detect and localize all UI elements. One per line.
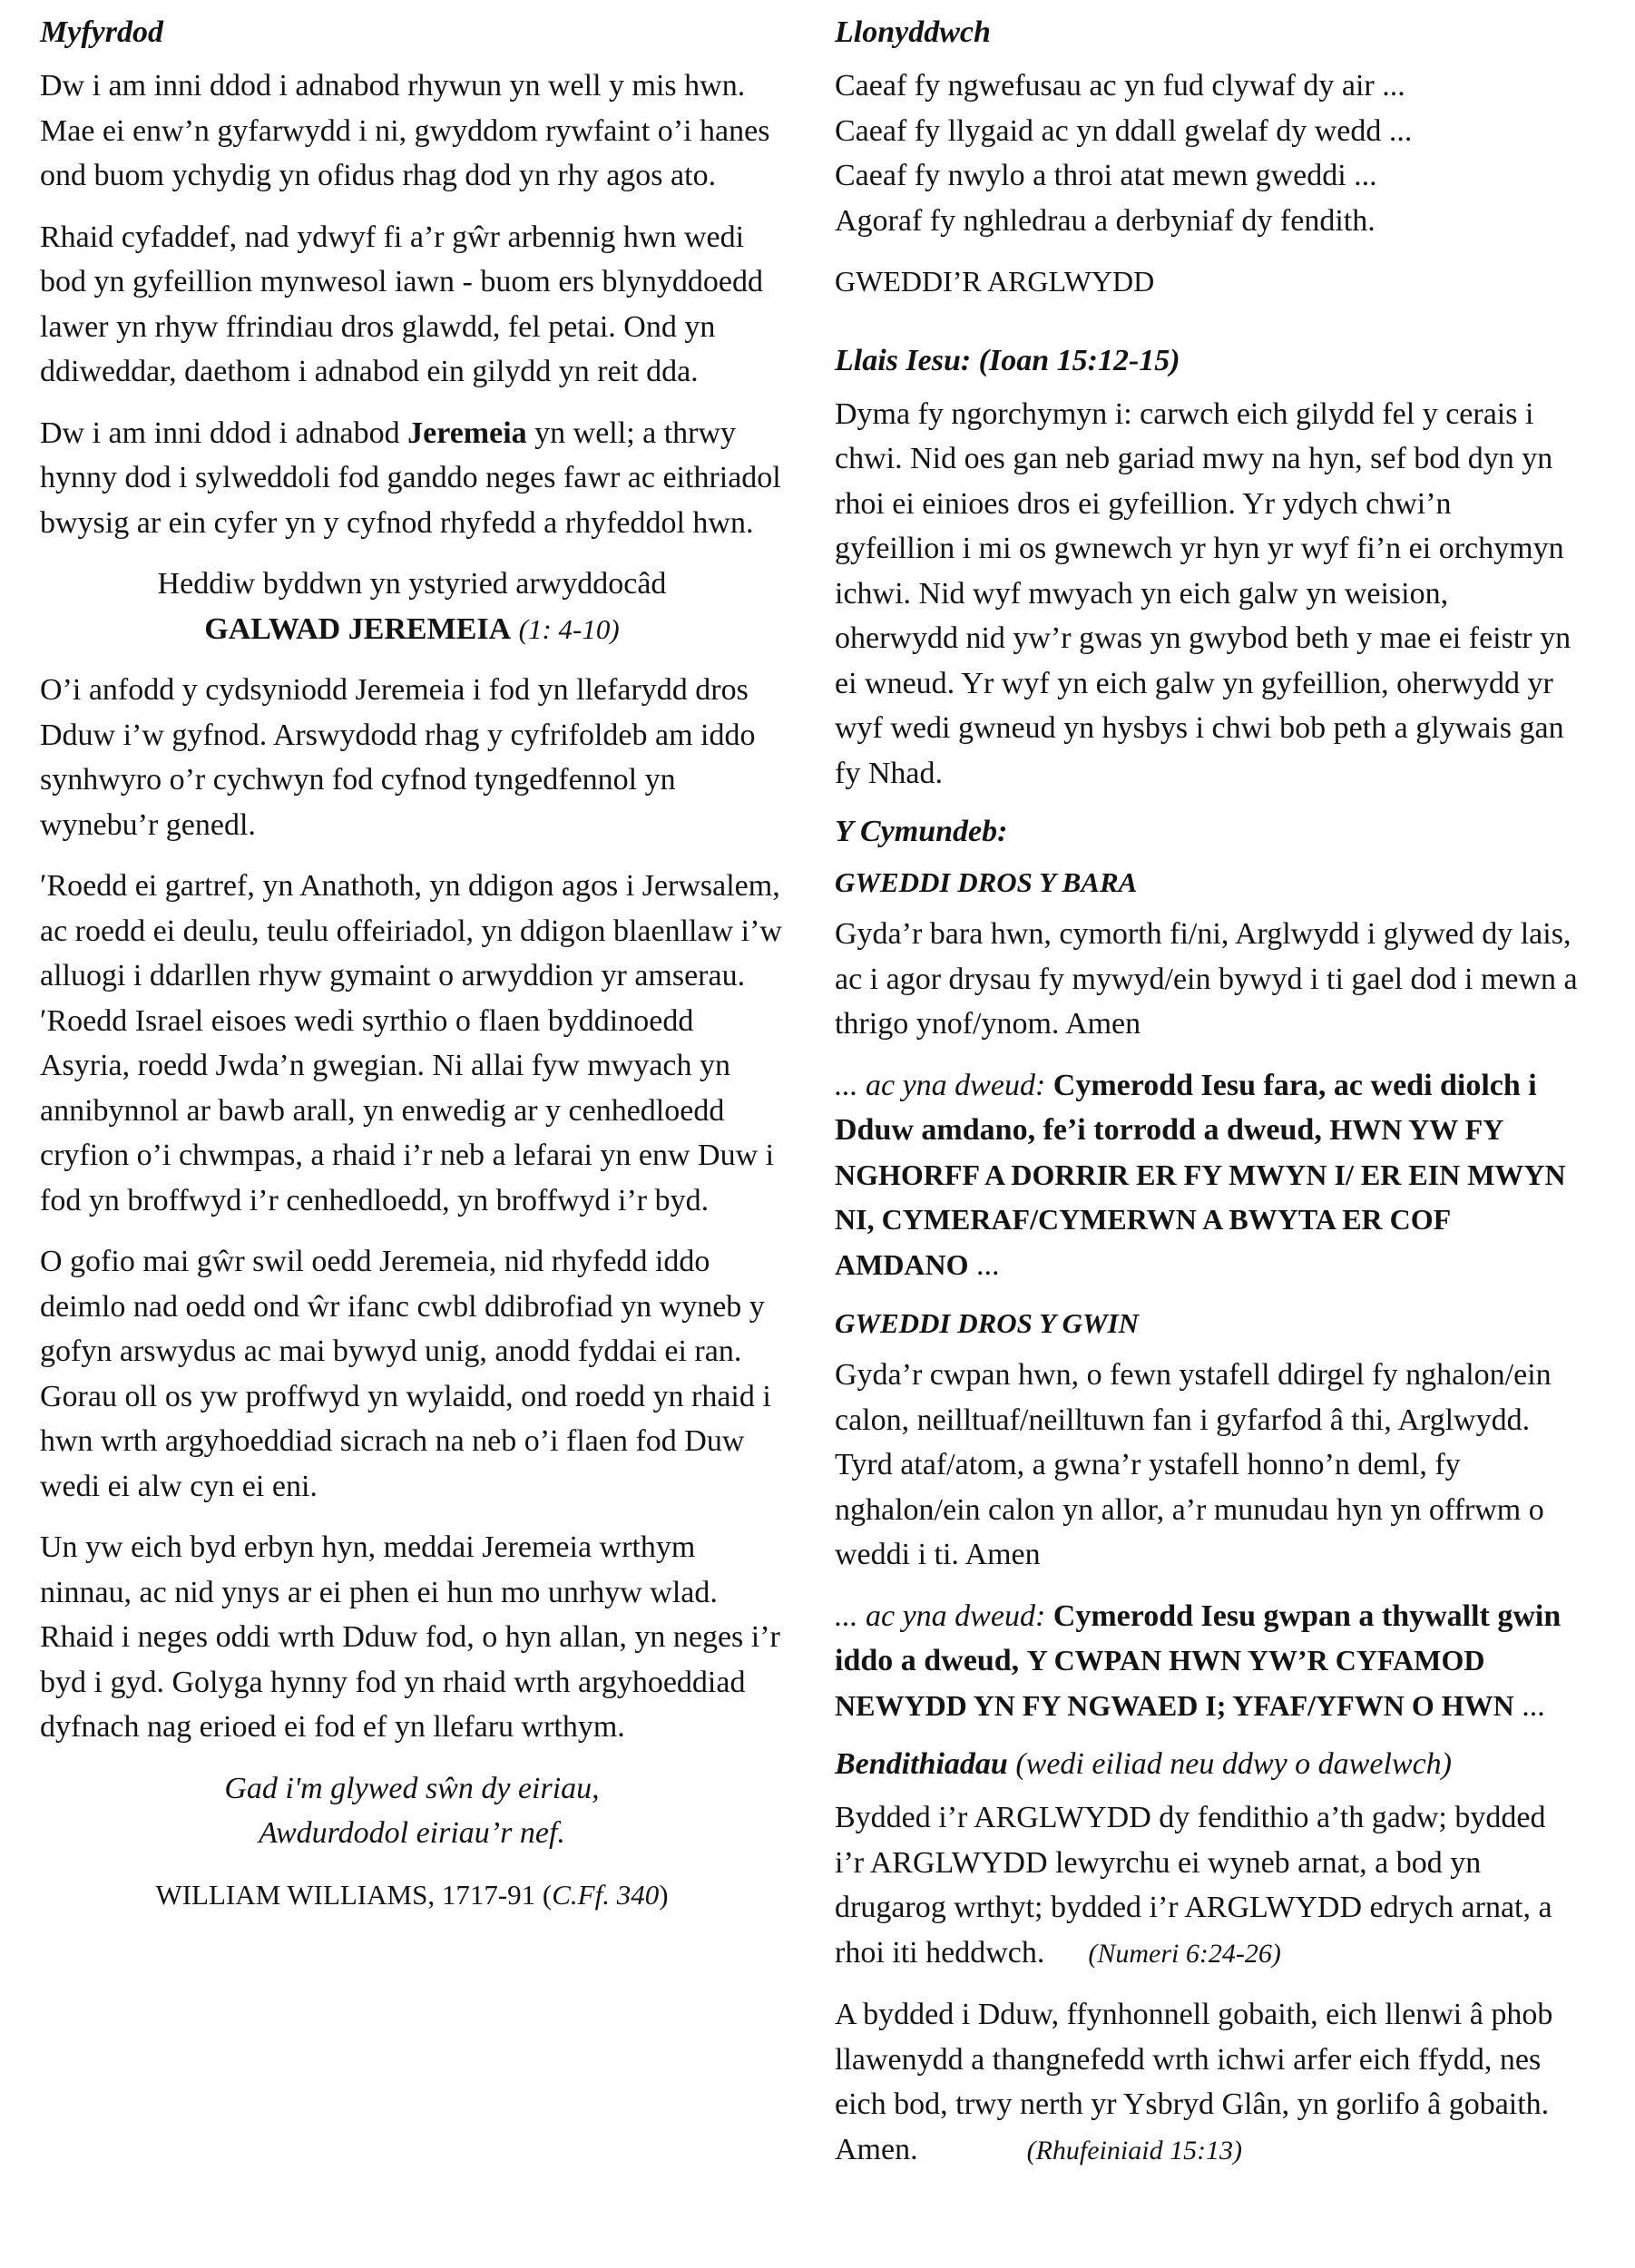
bread-ellipsis: ... (968, 1247, 1000, 1282)
bread-bold: Cymerodd Iesu fara, ac wedi diolch i Dduw amdano, fe’i torrodd a dweud, (835, 1068, 1537, 1147)
paragraph-7: Un yw eich byd erbyn hyn, meddai Jeremeia wrthym ninnau, ac nid ynys ar ei phen ei hun mo unrhyw wlad. Rhaid i neges oddi wrth Dduw fod, o hyn allan, yn neges i’r byd i gyd. Golyga hynny fod yn rhaid wrth argyhoeddiad dyfnach nag erioed ei fod ef yn llefaru wrthym. (40, 1530, 780, 1744)
subheading-gwin: GWEDDI DROS Y GWIN (835, 1307, 1140, 1339)
center-line-1: Heddiw byddwn yn ystyried arwyddocâd (157, 567, 667, 601)
bread-intro: ... ac yna dweud: (835, 1068, 1053, 1102)
paragraph-1: Dw i am inni ddod i adnabod rhywun yn well y mis hwn. Mae ei enw’n gyfarwydd i ni, gwyddom rywfaint o’i hanes ond buom ychydig yn ofidus rhag dod yn rhy agos ato. (40, 69, 770, 192)
wine-caps: Y CWPAN HWN YW’R CYFAMOD NEWYDD YN FY NGWAED I; YFAF/YFWN O HWN (835, 1644, 1514, 1722)
bendithiadau-note: (wedi eiliad neu ddwy o dawelwch) (1015, 1747, 1452, 1781)
stillness-line-3: Caeaf fy nwylo a throi atat mewn gweddi ... (835, 159, 1377, 192)
paragraph-gwin: Gyda’r cwpan hwn, o fewn ystafell ddirgel fy nghalon/ein calon, neilltuaf/neilltuwn fan i gyfarfod â thi, Arglwydd. Tyrd ataf/atom, a gwna’r ystafell honno’n deml, fy nghalon/ein calon yn allor, a’r munudau hyn yn offrwm o weddi i ti. Amen (835, 1358, 1552, 1571)
hymn-author: WILLIAM WILLIAMS, 1717-91 ( (155, 1878, 553, 1911)
hymn-line-1: Gad i'm glywed sŵn dy eiriau, (224, 1771, 600, 1805)
heading-llonyddwch: Llonyddwch (835, 15, 991, 49)
bread-words (835, 1063, 1579, 1288)
hymn-author-line (40, 1872, 784, 1918)
center-title-line (40, 607, 784, 652)
name-jeremeia: Jeremeia (407, 415, 527, 450)
center-heading (40, 562, 784, 651)
paragraph-3-a: Dw i am inni ddod i adnabod (40, 415, 408, 450)
stillness-line-2: Caeaf fy llygaid ac yn ddall gwelaf dy wedd ... (835, 113, 1413, 148)
paragraph-5: ʹRoedd ei gartref, yn Anathoth, yn ddigon agos i Jerwsalem, ac roedd ei deulu, teulu offeiriadol, yn ddigon blaenllaw i’w alluogi i ddarllen rhyw gymaint o arwyddion yr amserau. ʹRoedd Israel eisoes wedi syrthio o flaen byddinoedd Asyria, roedd Jwda’n gwegian. Ni allai fyw mwyach yn annibynnol ar bawb arall, yn enwedig ar y cenhedloedd cryfion o’i chwmpas, a rhaid i’r neb a lefarai yn enw Duw i fod yn broffwyd i’r cenhedloedd, yn broffwyd i’r byd. (40, 869, 782, 1217)
wine-words (835, 1594, 1579, 1729)
stillness-line-4: Agoraf fy nghledrau a derbyniaf dy fendith. (835, 203, 1376, 238)
hymn-line-2: Awdurdodol eiriau’r nef. (259, 1816, 565, 1850)
stillness-line-1: Caeaf fy ngwefusau ac yn fud clywaf dy air ... (835, 69, 1405, 103)
wine-intro: ... ac yna dweud: (835, 1598, 1053, 1633)
heading-myfyrdod: Myfyrdod (40, 15, 163, 49)
blessing-2 (835, 1992, 1579, 2173)
bread-caps: HWN YW FY NGHORFF A DORRIR ER FY MWYN I/ ER EIN MWYN NI, CYMERAF/CYMERWN A BWYTA ER COF AMDANO (835, 1113, 1566, 1281)
blessing-2-ref: (Rhufeiniaid 15:13) (1026, 2135, 1243, 2165)
hymn-quote (40, 1766, 784, 1918)
center-title: GALWAD JEREMEIA (204, 611, 512, 646)
blessing-1-ref: (Numeri 6:24-26) (1088, 1938, 1281, 1969)
wine-bold: Cymerodd Iesu gwpan a thywallt gwin iddo a dweud, (835, 1598, 1562, 1677)
paragraph-iesu: Dyma fy ngorchymyn i: carwch eich gilydd fel y cerais i chwi. Nid oes gan neb gariad mwy na hyn, sef bod dyn yn rhoi ei einioes dros ei gyfeillion. Yr ydych chwi’n gyfeillion i mi os gwnewch yr hyn yr wyf fi’n ei orchymyn ichwi. Nid wyf mwyach yn eich galw yn weision, oherwydd nid yw’r gwas yn gwybod beth y mae ei feistr yn ei wneud. Yr wyf yn eich galw yn gyfeillion, oherwydd yr wyf wedi gwneud yn hysbys i chwi bob peth a glywais gan fy Nhad. (835, 396, 1571, 790)
left-column (40, 13, 784, 1933)
paragraph-3-b: yn well; a thrwy hynny dod i sylweddoli fod ganddo neges fawr ac eithriadol bwysig ar ein cyfer yn y cyfnod rhyfedd a rhyfeddol hwn. (40, 415, 781, 540)
blessing-2-text: A bydded i Dduw, ffynhonnell gobaith, eich llenwi â phob llawenydd a thangnefedd wrth ichwi arfer eich ffydd, nes eich bod, trwy nerth yr Ysbryd Glân, yn gorlifo â gobaith. Amen. (835, 1998, 1553, 2166)
blessing-1-text: Bydded i’r ARGLWYDD dy fendithio a’th gadw; bydded i’r ARGLWYDD lewyrchu ei wyneb arnat, a bod yn drugarog wrthyt; bydded i’r ARGLWYDD edrych arnat, a rhoi iti heddwch. (835, 1801, 1552, 1970)
center-ref: (1: 4-10) (518, 612, 620, 645)
heading-llais-iesu: Llais Iesu: (Ioan 15:12-15) (835, 343, 1180, 377)
lords-prayer: GWEDDI’R ARGLWYDD (835, 265, 1155, 298)
hymn-close: ) (659, 1878, 669, 1911)
paragraph-4: O’i anfodd y cydsyniodd Jeremeia i fod yn llefarydd dros Dduw i’w gyfnod. Arswydodd rhag y cyfrifoldeb am iddo synhwyro o’r cychwyn fod cyfnod tyngedfennol yn wynebu’r genedl. (40, 673, 756, 842)
right-column (835, 13, 1579, 2189)
heading-bendithiadau-line (835, 1745, 1579, 1784)
blessing-1 (835, 1795, 1579, 1976)
paragraph-6: O gofio mai gŵr swil oedd Jeremeia, nid rhyfedd iddo deimlo nad oedd ond ŵr ifanc cwbl ddibrofiad yn wyneb y gofyn arswydus ac mai bywyd unig, anodd fyddai ei ran. Gorau oll os yw proffwyd yn wylaidd, ond roedd yn rhaid i hwn wrth argyhoeddiad sicrach na neb o’i flaen fod Duw wedi ei alw cyn ei eni. (40, 1245, 771, 1503)
heading-bendithiadau: Bendithiadau (835, 1747, 1008, 1781)
paragraph-bara: Gyda’r bara hwn, cymorth fi/ni, Arglwydd i glywed dy lais, ac i agor drysau fy mywyd/ein bywyd i ti gael dod i mewn a thrigo ynof/ynom. Amen (835, 917, 1578, 1041)
paragraph-3 (40, 411, 784, 546)
hymn-ref: C.Ff. 340 (552, 1878, 660, 1911)
wine-ellipsis: ... (1513, 1688, 1545, 1723)
subheading-bara: GWEDDI DROS Y BARA (835, 866, 1138, 898)
heading-cymundeb: Y Cymundeb: (835, 815, 1008, 848)
paragraph-2: Rhaid cyfaddef, nad ydwyf fi a’r gŵr arbennig hwn wedi bod yn gyfeillion mynwesol iawn - buom ers blynyddoedd lawer yn rhyw ffrindiau dros glawdd, fel petai. Ond yn ddiweddar, daethom i adnabod ein gilydd yn reit dda. (40, 220, 764, 388)
